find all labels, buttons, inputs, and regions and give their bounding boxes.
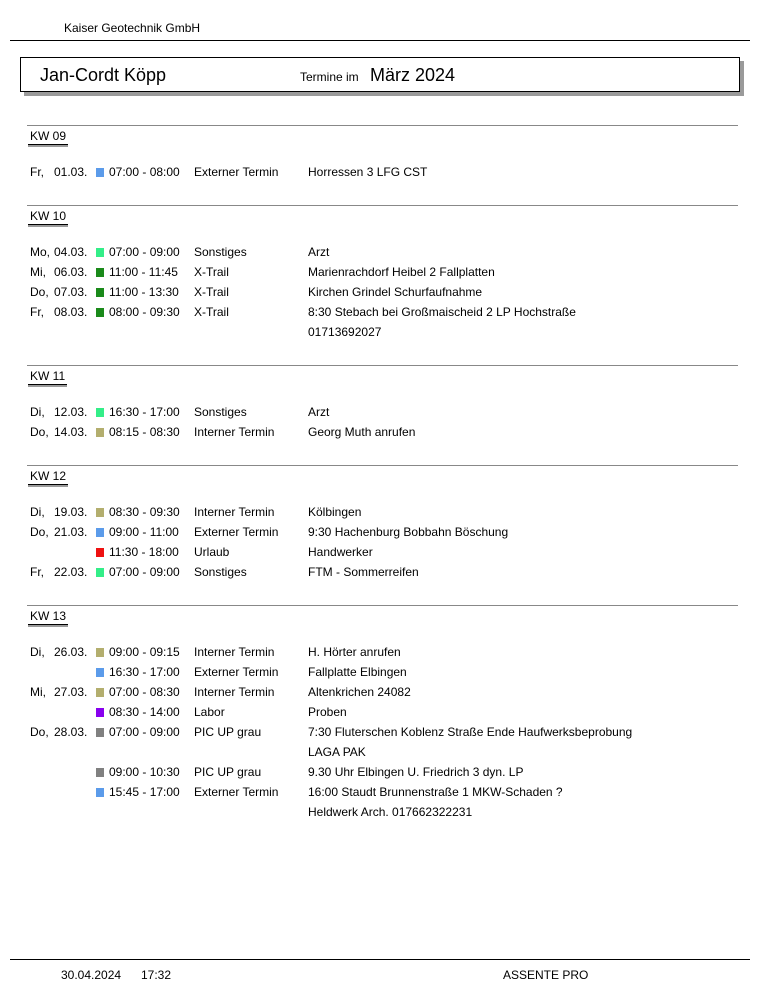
category-color-marker <box>96 428 104 437</box>
time-range: 07:00 - 09:00 <box>109 245 180 259</box>
weekday: Fr, <box>30 165 44 179</box>
weekday: Mi, <box>30 265 46 279</box>
appointment-description: Heldwerk Arch. 017662322231 <box>308 805 473 819</box>
app-name: ASSENTE PRO <box>503 968 589 982</box>
appointment-description: Kirchen Grindel Schurfaufnahme <box>308 285 483 299</box>
appointment-type: Urlaub <box>194 545 230 559</box>
date: 28.03. <box>54 725 88 739</box>
appointment-description: Handwerker <box>308 545 373 559</box>
category-color-marker <box>96 688 104 697</box>
time-range: 09:00 - 10:30 <box>109 765 180 779</box>
header-divider <box>10 40 750 41</box>
date: 19.03. <box>54 505 88 519</box>
date: 12.03. <box>54 405 88 419</box>
time-range: 08:00 - 09:30 <box>109 305 180 319</box>
date: 27.03. <box>54 685 88 699</box>
time-range: 11:30 - 18:00 <box>109 545 179 559</box>
company-name: Kaiser Geotechnik GmbH <box>64 21 201 35</box>
appointment-type: PIC UP grau <box>194 725 262 739</box>
weekday: Mo, <box>30 245 51 259</box>
week-label: KW 12 <box>30 469 67 483</box>
category-color-marker <box>96 408 104 417</box>
weekday: Fr, <box>30 305 44 319</box>
weekday: Fr, <box>30 565 44 579</box>
footer-divider <box>10 959 750 960</box>
weekday: Do, <box>30 525 49 539</box>
appointment-type: X-Trail <box>194 285 229 299</box>
time-range: 07:00 - 09:00 <box>109 565 180 579</box>
category-color-marker <box>96 528 104 537</box>
appointment-type: Interner Termin <box>194 505 275 519</box>
category-color-marker <box>96 168 104 177</box>
appointment-description: 16:00 Staudt Brunnenstraße 1 MKW-Schaden ? <box>308 785 563 799</box>
time-range: 08:30 - 14:00 <box>109 705 180 719</box>
category-color-marker <box>96 728 104 737</box>
appointment-type: PIC UP grau <box>194 765 262 779</box>
date: 22.03. <box>54 565 88 579</box>
appointment-description: FTM - Sommerreifen <box>308 565 419 579</box>
time-range: 08:15 - 08:30 <box>109 425 180 439</box>
time-range: 08:30 - 09:30 <box>109 505 180 519</box>
time-range: 07:00 - 08:00 <box>109 165 180 179</box>
period-label: Termine im <box>300 70 359 84</box>
weekday: Do, <box>30 285 49 299</box>
time-range: 09:00 - 11:00 <box>109 525 179 539</box>
week-divider <box>27 605 738 606</box>
appointment-type: Interner Termin <box>194 425 275 439</box>
weekday: Mi, <box>30 685 46 699</box>
category-color-marker <box>96 548 104 557</box>
category-color-marker <box>96 788 104 797</box>
weekday: Do, <box>30 725 49 739</box>
weekday: Di, <box>30 505 45 519</box>
category-color-marker <box>96 668 104 677</box>
week-label: KW 09 <box>30 129 67 143</box>
week-divider <box>27 125 738 126</box>
appointment-description: Marienrachdorf Heibel 2 Fallplatten <box>308 265 495 279</box>
appointment-type: X-Trail <box>194 265 229 279</box>
print-time: 17:32 <box>141 968 172 982</box>
time-range: 09:00 - 09:15 <box>109 645 180 659</box>
date: 26.03. <box>54 645 88 659</box>
category-color-marker <box>96 708 104 717</box>
appointment-description: Arzt <box>308 245 330 259</box>
week-label: KW 13 <box>30 609 67 623</box>
category-color-marker <box>96 768 104 777</box>
appointment-description: LAGA PAK <box>308 745 366 759</box>
appointment-description: 7:30 Fluterschen Koblenz Straße Ende Haufwerksbeprobung <box>308 725 633 739</box>
week-label: KW 10 <box>30 209 67 223</box>
month-title: März 2024 <box>370 65 456 85</box>
appointment-description: Altenkrichen 24082 <box>308 685 411 699</box>
appointment-type: Externer Termin <box>194 665 279 679</box>
weekday: Di, <box>30 405 45 419</box>
date: 14.03. <box>54 425 88 439</box>
time-range: 16:30 - 17:00 <box>109 665 180 679</box>
time-range: 11:00 - 13:30 <box>109 285 179 299</box>
appointment-description: 9.30 Uhr Elbingen U. Friedrich 3 dyn. LP <box>308 765 524 779</box>
category-color-marker <box>96 268 104 277</box>
time-range: 07:00 - 09:00 <box>109 725 180 739</box>
time-range: 11:00 - 11:45 <box>109 265 178 279</box>
title-box <box>20 57 740 92</box>
date: 06.03. <box>54 265 88 279</box>
appointment-description: Horressen 3 LFG CST <box>308 165 428 179</box>
date: 21.03. <box>54 525 88 539</box>
category-color-marker <box>96 248 104 257</box>
appointment-description: Arzt <box>308 405 330 419</box>
appointment-description: Fallplatte Elbingen <box>308 665 407 679</box>
week-divider <box>27 365 738 366</box>
person-name: Jan-Cordt Köpp <box>40 65 167 85</box>
time-range: 15:45 - 17:00 <box>109 785 180 799</box>
appointment-type: X-Trail <box>194 305 229 319</box>
category-color-marker <box>96 508 104 517</box>
appointment-description: 9:30 Hachenburg Bobbahn Böschung <box>308 525 509 539</box>
week-divider <box>27 465 738 466</box>
appointment-type: Externer Termin <box>194 785 279 799</box>
weekday: Do, <box>30 425 49 439</box>
appointment-type: Labor <box>194 705 225 719</box>
date: 01.03. <box>54 165 88 179</box>
appointment-type: Externer Termin <box>194 165 279 179</box>
category-color-marker <box>96 568 104 577</box>
appointment-description: H. Hörter anrufen <box>308 645 401 659</box>
date: 07.03. <box>54 285 88 299</box>
print-date: 30.04.2024 <box>61 968 122 982</box>
category-color-marker <box>96 288 104 297</box>
time-range: 07:00 - 08:30 <box>109 685 180 699</box>
appointment-type: Interner Termin <box>194 645 275 659</box>
appointment-type: Interner Termin <box>194 685 275 699</box>
week-label: KW 11 <box>30 369 66 383</box>
appointment-description: 8:30 Stebach bei Großmaischeid 2 LP Hochstraße <box>308 305 576 319</box>
appointment-type: Sonstiges <box>194 565 247 579</box>
time-range: 16:30 - 17:00 <box>109 405 180 419</box>
date: 08.03. <box>54 305 88 319</box>
appointment-type: Sonstiges <box>194 405 247 419</box>
weekday: Di, <box>30 645 45 659</box>
week-divider <box>27 205 738 206</box>
category-color-marker <box>96 648 104 657</box>
appointment-description: Georg Muth anrufen <box>308 425 416 439</box>
appointment-description: 01713692027 <box>308 325 382 339</box>
appointment-description: Proben <box>308 705 347 719</box>
appointment-description: Kölbingen <box>308 505 362 519</box>
appointment-type: Sonstiges <box>194 245 247 259</box>
date: 04.03. <box>54 245 88 259</box>
category-color-marker <box>96 308 104 317</box>
appointment-type: Externer Termin <box>194 525 279 539</box>
